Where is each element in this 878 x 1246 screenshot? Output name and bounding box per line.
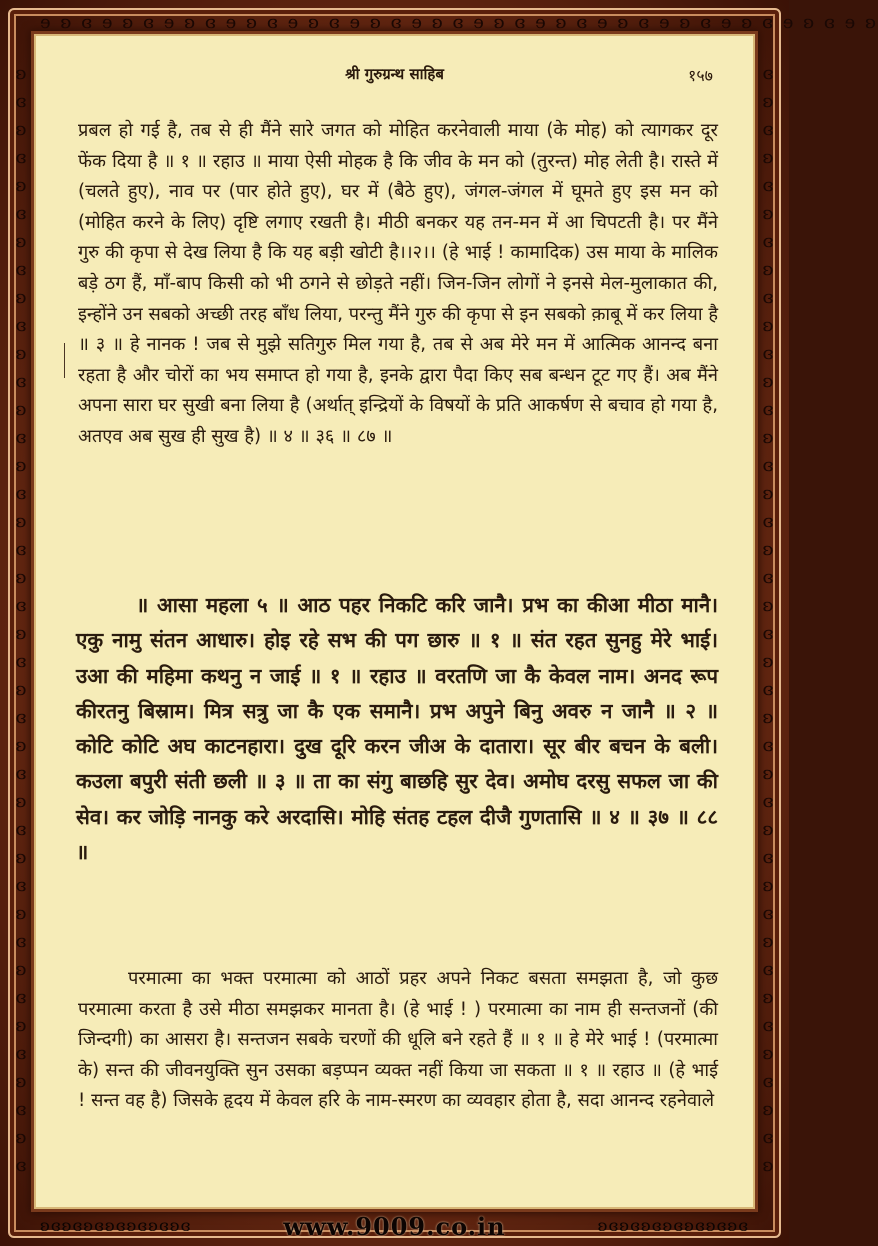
commentary-bottom-text: परमात्मा का भक्त परमात्मा को आठों प्रहर अपने निकट बसता समझता है, जो कुछ परमात्मा करता है उसे मीठा समझकर मानता है। (हे भाई ! ) परमात्मा का नाम ही सन्तजनों (की जिन्दगी) का आसरा है। सन्तजन सबके चरणों की धूलि बने रहते हैं ॥ १ ॥ हे मेरे भाई ! (परमात्मा के) सन्त की जीवनयुक्ति सुन उसका बड़प्पन व्यक्त नहीं किया जा सकता ॥ १ ॥ रहाउ ॥ (हे भाई ! सन्त वह है) जिसके हृदय में केवल हरि के नाम-स्मरण का व्यवहार होता है, सदा आनन्द रहनेवाले — [78, 968, 718, 1112]
footer-swirl-right: ʚɞʚɞʚɞʚɞʚɞʚɞʚɞ — [597, 1216, 749, 1235]
margin-mark — [64, 343, 67, 378]
commentary-top — [78, 116, 718, 453]
top-swirl-ornament: ɘ ʚ ɞ ɘ ʚ ɞ ɘ ʚ ɞ ɘ ʚ ɞ ɘ ʚ ɞ ɘ ʚ ɞ ɘ ʚ ɞ ɘ ʚ ɞ ɘ ʚ ɞ ɘ ʚ ɞ ɘ ʚ ɞ ɘ ʚ ɞ ɘ ʚ ɞ ɘ ʚ — [40, 12, 878, 33]
running-head: श्री गुरुग्रन्थ साहिब — [345, 65, 444, 83]
hymn-text: ॥ आसा महला ५ ॥ आठ पहर निकटि करि जानै। प्रभ का कीआ मीठा मानै। एकु नामु संतन आधारु। होइ रहे सभ की पग छारु ॥ १ ॥ संत रहत सुनहु मेरे भाई। उआ की महिमा कथनु न जाई ॥ १ ॥ रहाउ ॥ वरतणि जा कै केवल नाम। अनद रूप कीरतनु बिस्राम। मित्र सत्रु जा कै एक समानै। प्रभ अपुने बिनु अवरु न जानै ॥ २ ॥ कोटि कोटि अघ काटनहारा। दुख दूरि करन जीअ के दातारा। सूर बीर बचन के बली। कउला बपुरी संती छली ॥ ३ ॥ ता का संगु बाछहि सुर देव। अमोघ दरसु सफल जा की सेव। कर जोड़ि नानकु करे अरदासि। मोहि संतह टहल दीजै गुणतासि ॥ ४ ॥ ३७ ॥ ८८ ॥ — [76, 593, 718, 865]
hymn-asa-mahala-5 — [76, 588, 718, 870]
footer — [0, 1212, 789, 1242]
footer-swirl-left: ʚɞʚɞʚɞʚɞʚɞʚɞʚɞ — [40, 1216, 192, 1235]
page-header — [36, 64, 753, 86]
right-swirl-ornament: ɞ ʚ ɞ ʚ ɞ ʚ ɞ ʚ ɞ ʚ ɞ ʚ ɞ ʚ ɞ ʚ ɞ ʚ ɞ ʚ ɞ ʚ ɞ ʚ ɞ ʚ ɞ ʚ ɞ ʚ ɞ ʚ ɞ ʚ ɞ ʚ ɞ ʚ ɞ ʚ — [762, 63, 774, 1176]
commentary-top-text: प्रबल हो गई है, तब से ही मैंने सारे जगत को मोहित करनेवाली माया (के मोह) को त्यागकर दूर फेंक दिया है ॥ १ ॥ रहाउ ॥ माया ऐसी मोहक है कि जीव के मन को (तुरन्त) मोह लेती है। रास्ते में (चलते हुए), नाव पर (पार होते हुए), घर में (बैठे हुए), जंगल-जंगल में घूमते हुए इस मन को (मोहित करने के लिए) दृष्टि लगाए रखती है। मीठी बनकर यह तन-मन में आ चिपटती है। पर मैंने गुरु की कृपा से देख लिया है कि यह बड़ी खोटी है।।२।। (हे भाई ! कामादिक) उस माया के मालिक बड़े ठग हैं, माँ-बाप किसी को भी ठगने से छोड़ते नहीं। जिन-जिन लोगों ने इनसे मेल-मुलाकात की, इन्होंने उन सबको अच्छी तरह बाँध लिया, परन्तु मैंने गुरु की कृपा से इन सबको क़ाबू में कर लिया है ॥ ३ ॥ हे नानक ! जब से मुझे सतिगुरु मिल गया है, तब से अब मेरे मन में आत्मिक आनन्द बना रहता है और चोरों का भय समाप्त हो गया है, इनके द्वारा पैदा किए सब बन्धन टूट गए हैं। अब मैंने अपना सारा घर सुखी बना लिया है (अर्थात् इन्द्रियों के विषयों के प्रति आकर्षण से बचाव हो गया है, अतएव अब सुख ही सुख है) ॥ ४ ॥ ३६ ॥ ८७ ॥ — [78, 120, 718, 447]
site-url[interactable]: www.9009.co.in — [283, 1212, 506, 1241]
page-number: १५७ — [688, 66, 713, 85]
left-swirl-ornament: ʚ ɞ ʚ ɞ ʚ ɞ ʚ ɞ ʚ ɞ ʚ ɞ ʚ ɞ ʚ ɞ ʚ ɞ ʚ ɞ ʚ ɞ ʚ ɞ ʚ ɞ ʚ ɞ ʚ ɞ ʚ ɞ ʚ ɞ ʚ ɞ ʚ ɞ ʚ ɞ — [15, 63, 27, 1176]
commentary-bottom — [78, 964, 718, 1117]
page-paper — [36, 36, 753, 1207]
